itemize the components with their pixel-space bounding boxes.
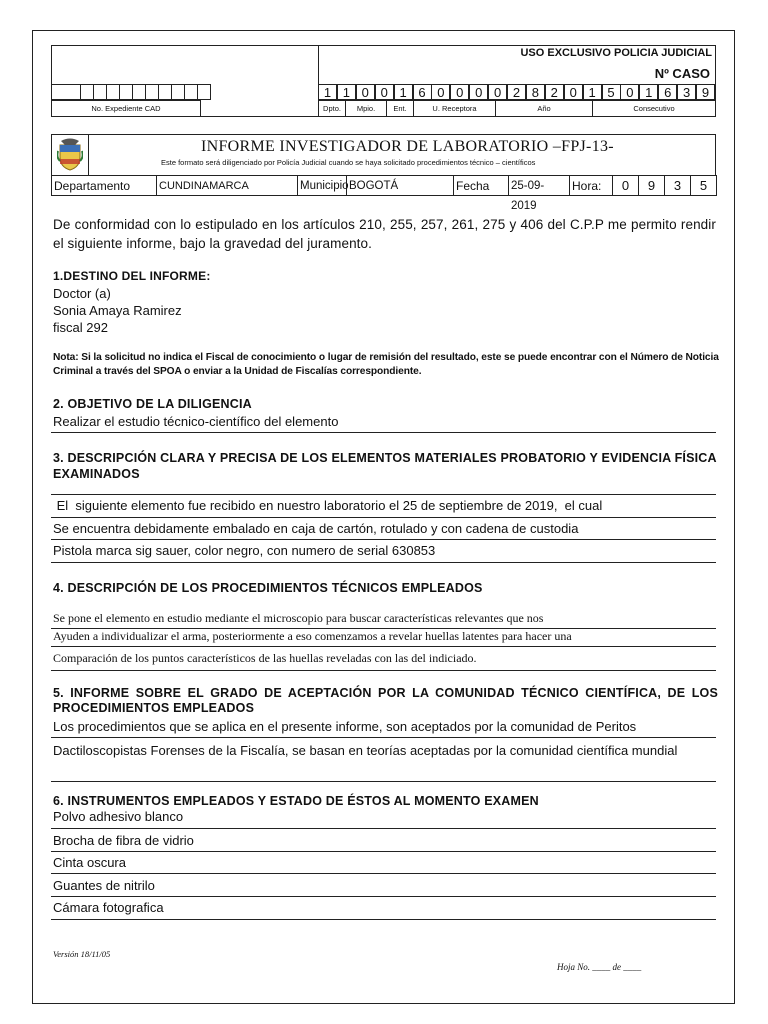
section1-line-2: Sonia Amaya Ramirez	[53, 303, 182, 318]
ent-label: Ent.	[393, 104, 407, 113]
section4-line-2: Ayuden a individualizar el arma, posteriormente a eso comenzamos a revelar huellas latentes para hacer una	[53, 629, 572, 643]
divider	[51, 562, 716, 563]
hora-digit: 3	[664, 175, 691, 196]
divider	[51, 781, 716, 782]
expediente-label: No. Expediente CAD	[91, 104, 161, 113]
hoja-label: Hoja No. ____ de ____	[557, 962, 642, 972]
case-digit: 6	[658, 84, 677, 100]
section4-heading: 4. DESCRIPCIÓN DE LOS PROCEDIMIENTOS TÉCNICOS EMPLEADOS	[53, 581, 483, 595]
case-digit: 0	[450, 84, 469, 100]
case-digit: 1	[639, 84, 658, 100]
nota-text: Nota: Si la solicitud no indica el Fiscal de conocimiento o lugar de remisión del resultado, este se puede encontrar con el Número de Noticia Criminal a través del SPOA o enviar a la Unidad de Fiscalías correspondiente.	[53, 352, 719, 377]
section3-line-1: El siguiente elemento fue recibido en nuestro laboratorio el 25 de septiembre de 2019, el cual	[53, 498, 603, 513]
case-digit: 0	[375, 84, 394, 100]
divider	[51, 896, 716, 897]
section1-heading: 1.DESTINO DEL INFORME:	[53, 269, 211, 283]
section3-heading: 3. DESCRIPCIÓN CLARA Y PRECISA DE LOS ELEMENTOS MATERIALES PROBATORIO Y EVIDENCIA FÍSICA EXAMINADOS	[53, 451, 717, 481]
fecha-label: Fecha	[453, 175, 509, 196]
case-digit: 1	[318, 84, 337, 100]
expediente-boxes	[51, 84, 221, 100]
section6-line-5: Cámara fotografica	[53, 900, 164, 915]
section6-heading: 6. INSTRUMENTOS EMPLEADOS Y ESTADO DE ÉSTOS AL MOMENTO EXAMEN	[53, 794, 539, 808]
section4-line-1: Se pone el elemento en estudio mediante el microscopio para buscar características relevantes que nos	[53, 611, 544, 625]
colombia-coat-of-arms-icon	[57, 137, 83, 176]
hora-digit: 9	[638, 175, 665, 196]
section6-line-1: Polvo adhesivo blanco	[53, 809, 184, 824]
divider	[51, 919, 716, 920]
case-digit: 0	[564, 84, 583, 100]
section1-line-3: fiscal 292	[53, 320, 108, 335]
fecha-value: 25-09-2019	[508, 175, 570, 196]
case-digit: 9	[696, 84, 715, 100]
consecutivo-label: Consecutivo	[633, 104, 675, 113]
no-caso-label: Nº CASO	[654, 66, 710, 81]
case-digit: 6	[413, 84, 432, 100]
version-label: Versión 18/11/05	[53, 949, 111, 959]
uso-exclusivo-label: USO EXCLUSIVO POLICIA JUDICIAL	[520, 47, 712, 59]
divider	[51, 737, 716, 738]
receptora-label: U. Receptora	[432, 104, 477, 113]
divider	[51, 670, 716, 671]
divider	[51, 646, 716, 647]
hora-digit: 0	[612, 175, 639, 196]
divider	[51, 873, 716, 874]
departamento-value: CUNDINAMARCA	[156, 175, 298, 196]
section6-line-4: Guantes de nitrilo	[53, 878, 155, 893]
section5-line-1: Los procedimientos que se aplica en el presente informe, son aceptados por la comunidad de Peritos	[53, 719, 637, 734]
case-digit: 0	[488, 84, 507, 100]
form-subtitle: Este formato será diligenciado por Policía Judicial cuando se haya solicitado procedimientos técnico – científicos	[161, 158, 536, 167]
form-title: INFORME INVESTIGADOR DE LABORATORIO –FPJ-13-	[201, 138, 614, 155]
mpio-label: Mpio.	[356, 104, 376, 113]
section3-line-2: Se encuentra debidamente embalado en caja de cartón, rotulado y con cadena de custodia	[53, 521, 579, 536]
intro-paragraph: De conformidad con lo estipulado en los artículos 210, 255, 257, 261, 275 y 406 del C.P.P me permito rendir el siguiente informe, bajo la gravedad del juramento.	[53, 217, 716, 251]
dpto-label: Dpto.	[323, 104, 341, 113]
case-digit: 3	[677, 84, 696, 100]
divider	[51, 539, 716, 540]
departamento-label: Departamento	[51, 175, 157, 196]
municipio-value: BOGOTÁ	[346, 175, 454, 196]
divider	[51, 828, 716, 829]
case-digit: 5	[602, 84, 621, 100]
hora-label: Hora:	[569, 175, 613, 196]
section5-line-2: Dactiloscopistas Forenses de la Fiscalía, se basan en teorías aceptadas por la comunidad científica mundial	[53, 743, 678, 758]
case-digit: 0	[356, 84, 375, 100]
section2-heading: 2. OBJETIVO DE LA DILIGENCIA	[53, 397, 252, 411]
municipio-label: Municipio	[297, 175, 347, 196]
section4-line-3: Comparación de los puntos característicos de las huellas reveladas con las del indiciado.	[53, 651, 477, 665]
case-digit: 1	[337, 84, 356, 100]
section6-line-3: Cinta oscura	[53, 855, 126, 870]
divider	[51, 517, 716, 518]
case-digit: 2	[545, 84, 564, 100]
form-page	[32, 30, 735, 1004]
case-digit: 8	[526, 84, 545, 100]
section2-text: Realizar el estudio técnico-científico del elemento	[53, 414, 339, 429]
divider	[51, 432, 716, 433]
case-digit: 0	[431, 84, 450, 100]
section3-line-3: Pistola marca sig sauer, color negro, con numero de serial 630853	[53, 543, 436, 558]
section1-line-1: Doctor (a)	[53, 286, 111, 301]
case-digit: 1	[583, 84, 602, 100]
case-digit: 0	[620, 84, 639, 100]
section6-line-2: Brocha de fibra de vidrio	[53, 833, 194, 848]
hora-digit: 5	[690, 175, 717, 196]
case-digit: 2	[507, 84, 526, 100]
divider	[51, 494, 716, 495]
section5-heading: 5. INFORME SOBRE EL GRADO DE ACEPTACIÓN POR LA COMUNIDAD TÉCNICO CIENTÍFICA, DE LOS PROCEDIMIENTOS EMPLEADOS	[53, 686, 718, 715]
anio-label: Año	[537, 104, 551, 113]
divider	[51, 851, 716, 852]
case-digit: 0	[469, 84, 488, 100]
case-digit: 1	[394, 84, 413, 100]
